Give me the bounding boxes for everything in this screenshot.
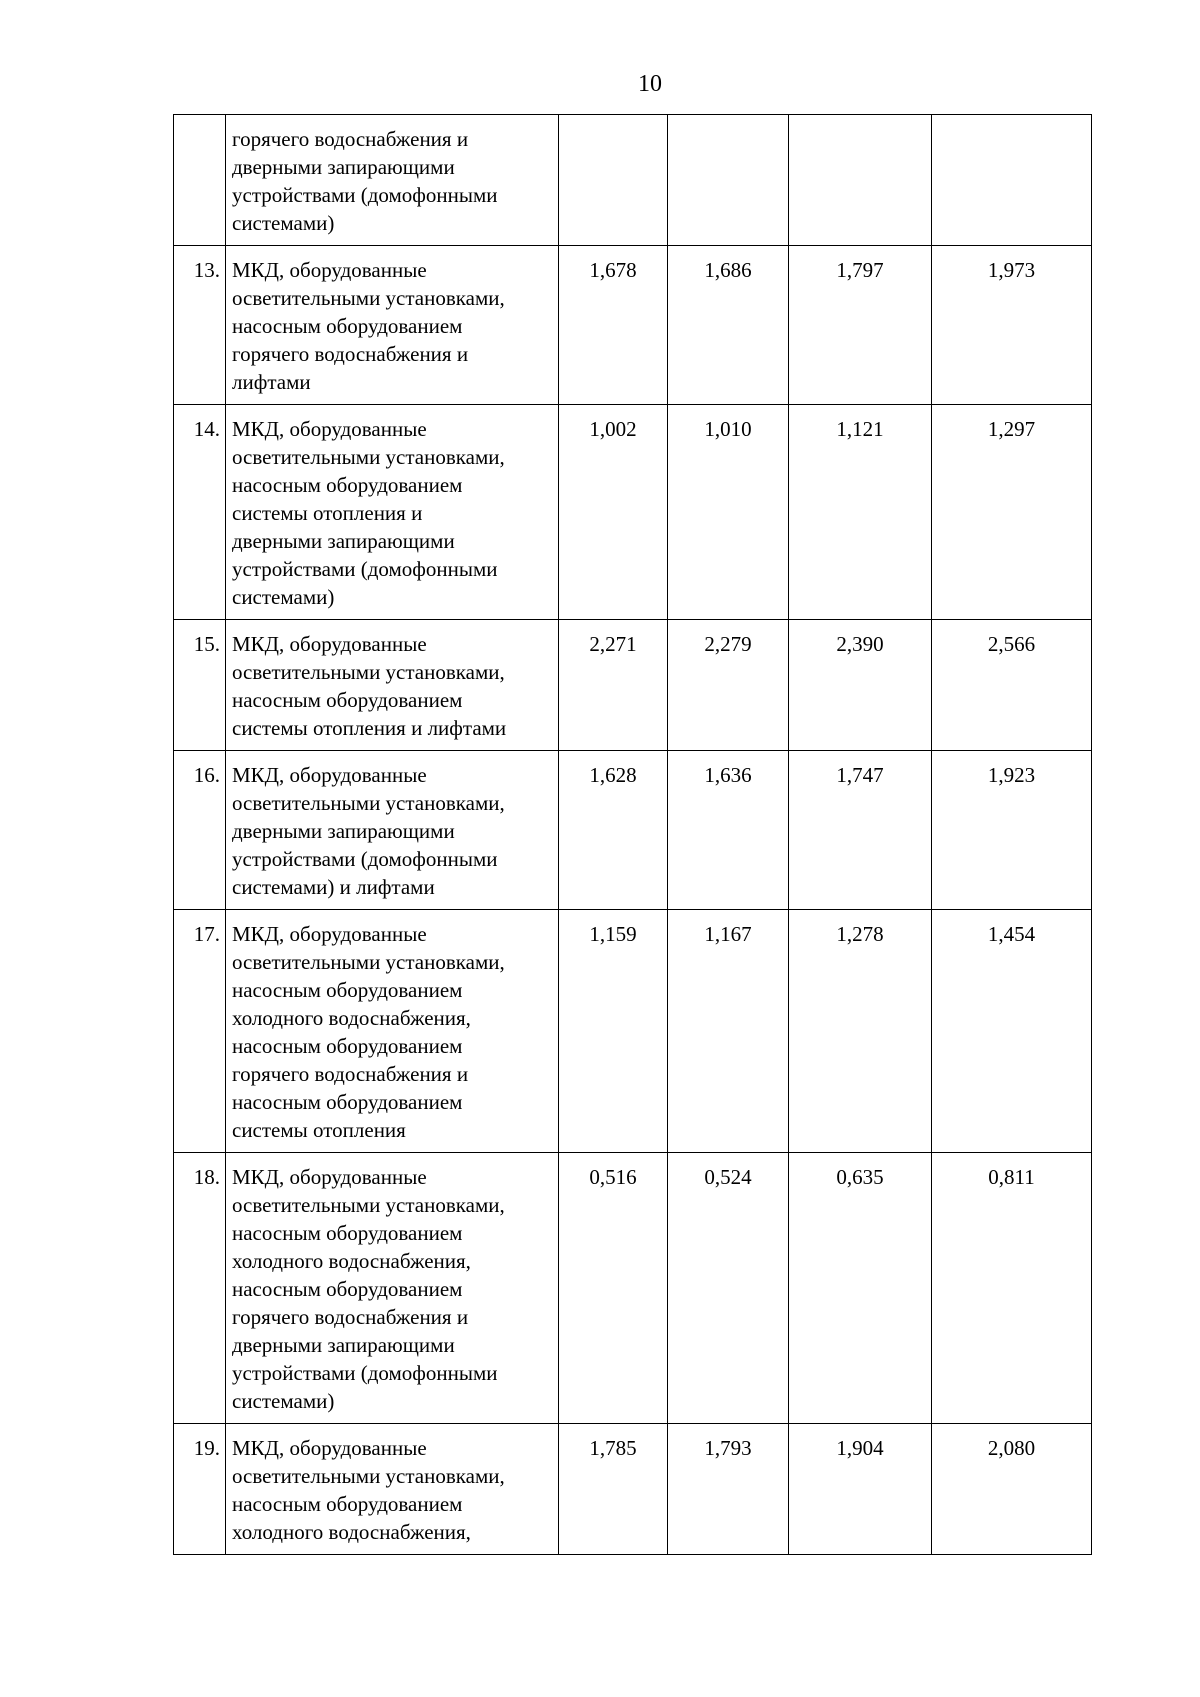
table-row: [174, 405, 1092, 620]
value-cell-1: 2,271: [559, 620, 668, 751]
value-cell-1: 1,678: [559, 246, 668, 405]
value-cell-4: 1,297: [932, 405, 1092, 620]
table-body: [174, 115, 1092, 1555]
value-cell-4: 2,566: [932, 620, 1092, 751]
description-line: насосным оборудованием: [232, 978, 463, 1002]
description-line: осветительными установками,: [232, 445, 505, 469]
description-line: МКД, оборудованные: [232, 922, 427, 946]
row-description: [226, 620, 559, 751]
description-line: системы отопления и лифтами: [232, 716, 507, 740]
description-line: системами): [232, 585, 335, 609]
value-cell-4: 0,811: [932, 1153, 1092, 1424]
value-cell-4: 2,080: [932, 1424, 1092, 1555]
value-cell-4: 1,454: [932, 910, 1092, 1153]
value-cell-1: 0,516: [559, 1153, 668, 1424]
row-number: 19.: [174, 1424, 226, 1555]
description-line: осветительными установками,: [232, 1193, 505, 1217]
table-row: [174, 115, 1092, 246]
table-row: [174, 910, 1092, 1153]
description-line: системы отопления: [232, 1118, 406, 1142]
value-cell-3: 1,747: [789, 751, 932, 910]
page-number: 10: [638, 71, 662, 97]
row-description: [226, 246, 559, 405]
tariff-table: [173, 114, 1092, 1555]
value-cell-1: 1,785: [559, 1424, 668, 1555]
description-line: горячего водоснабжения и: [232, 127, 469, 151]
value-cell-2: 1,010: [668, 405, 789, 620]
description-line: насосным оборудованием: [232, 1034, 463, 1058]
description-line: дверными запирающими: [232, 529, 455, 553]
table-row: [174, 1153, 1092, 1424]
value-cell-1: 1,002: [559, 405, 668, 620]
description-line: устройствами (домофонными: [232, 1361, 498, 1385]
description-line: устройствами (домофонными: [232, 557, 498, 581]
description-line: МКД, оборудованные: [232, 632, 427, 656]
row-description: [226, 751, 559, 910]
description-line: осветительными установками,: [232, 660, 505, 684]
table-row: [174, 620, 1092, 751]
description-line: насосным оборудованием: [232, 1090, 463, 1114]
description-line: холодного водоснабжения,: [232, 1249, 471, 1273]
value-cell-2: 1,167: [668, 910, 789, 1153]
description-line: лифтами: [232, 370, 311, 394]
description-line: холодного водоснабжения,: [232, 1520, 471, 1544]
description-line: насосным оборудованием: [232, 1277, 463, 1301]
description-line: устройствами (домофонными: [232, 183, 498, 207]
description-line: дверными запирающими: [232, 1333, 455, 1357]
value-cell-3: 1,797: [789, 246, 932, 405]
description-line: осветительными установками,: [232, 1464, 505, 1488]
description-line: насосным оборудованием: [232, 1221, 463, 1245]
value-cell-2: 2,279: [668, 620, 789, 751]
value-cell-2: 0,524: [668, 1153, 789, 1424]
value-cell-1: [559, 115, 668, 246]
table-row: [174, 246, 1092, 405]
value-cell-4: [932, 115, 1092, 246]
description-line: горячего водоснабжения и: [232, 1062, 469, 1086]
value-cell-2: 1,793: [668, 1424, 789, 1555]
row-description: [226, 910, 559, 1153]
row-number: 16.: [174, 751, 226, 910]
description-line: устройствами (домофонными: [232, 847, 498, 871]
description-line: горячего водоснабжения и: [232, 1305, 469, 1329]
description-line: МКД, оборудованные: [232, 1165, 427, 1189]
row-description: [226, 1153, 559, 1424]
description-line: осветительными установками,: [232, 286, 505, 310]
description-line: системами) и лифтами: [232, 875, 435, 899]
value-cell-1: 1,159: [559, 910, 668, 1153]
value-cell-3: 1,121: [789, 405, 932, 620]
description-line: осветительными установками,: [232, 791, 505, 815]
value-cell-3: 1,278: [789, 910, 932, 1153]
row-number: 17.: [174, 910, 226, 1153]
row-description: [226, 115, 559, 246]
description-line: МКД, оборудованные: [232, 417, 427, 441]
value-cell-3: 2,390: [789, 620, 932, 751]
description-line: насосным оборудованием: [232, 1492, 463, 1516]
value-cell-2: [668, 115, 789, 246]
description-line: холодного водоснабжения,: [232, 1006, 471, 1030]
description-line: системами): [232, 211, 335, 235]
row-description: [226, 405, 559, 620]
description-line: дверными запирающими: [232, 819, 455, 843]
description-line: насосным оборудованием: [232, 688, 463, 712]
description-line: дверными запирающими: [232, 155, 455, 179]
value-cell-2: 1,636: [668, 751, 789, 910]
value-cell-4: 1,923: [932, 751, 1092, 910]
description-line: МКД, оборудованные: [232, 763, 427, 787]
description-line: системы отопления и: [232, 501, 423, 525]
description-line: насосным оборудованием: [232, 314, 463, 338]
value-cell-3: [789, 115, 932, 246]
value-cell-1: 1,628: [559, 751, 668, 910]
value-cell-4: 1,973: [932, 246, 1092, 405]
table-row: [174, 751, 1092, 910]
row-number: 15.: [174, 620, 226, 751]
description-line: МКД, оборудованные: [232, 258, 427, 282]
description-line: осветительными установками,: [232, 950, 505, 974]
table-row: [174, 1424, 1092, 1555]
description-line: системами): [232, 1389, 335, 1413]
description-line: насосным оборудованием: [232, 473, 463, 497]
value-cell-2: 1,686: [668, 246, 789, 405]
row-number: 13.: [174, 246, 226, 405]
description-line: МКД, оборудованные: [232, 1436, 427, 1460]
row-number: 14.: [174, 405, 226, 620]
row-number: 18.: [174, 1153, 226, 1424]
row-number: [174, 115, 226, 246]
value-cell-3: 0,635: [789, 1153, 932, 1424]
row-description: [226, 1424, 559, 1555]
value-cell-3: 1,904: [789, 1424, 932, 1555]
description-line: горячего водоснабжения и: [232, 342, 469, 366]
